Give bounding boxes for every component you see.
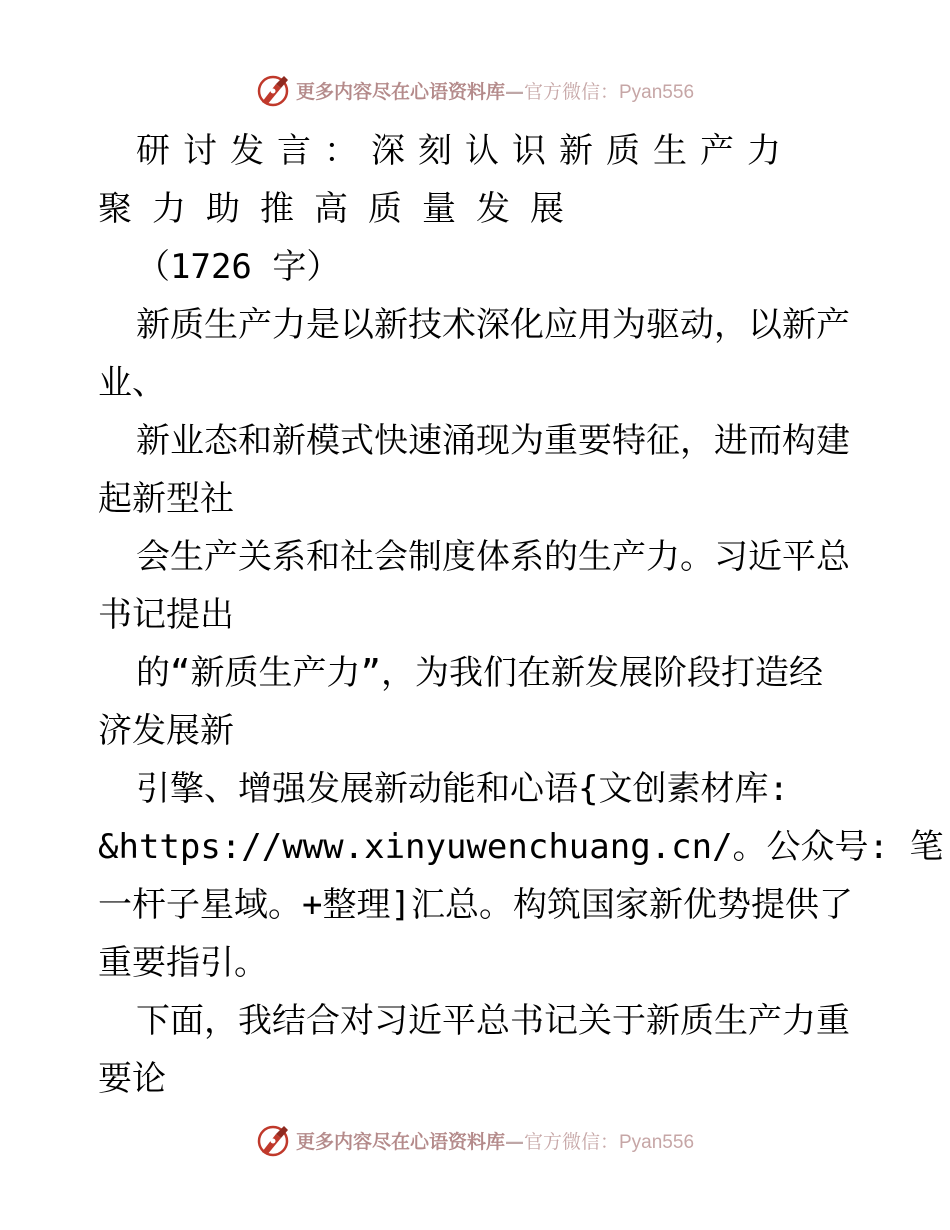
paragraph-line: 下面，我结合对习近平总书记关于新质生产力重 — [136, 1001, 850, 1041]
banner-title: 更多内容尽在心语资料库 — [295, 80, 505, 103]
paragraph-line: 新质生产力是以新技术深化应用为驱动，以新产 — [136, 305, 850, 345]
pen-logo-icon — [256, 72, 292, 108]
paragraph-line: 业、 — [98, 363, 166, 403]
banner-dash: — — [505, 80, 524, 103]
footer-banner — [0, 1120, 950, 1160]
paragraph-line: 新业态和新模式快速涌现为重要特征，进而构建 — [136, 421, 850, 461]
paragraph-line: 的“新质生产力”，为我们在新发展阶段打造经 — [136, 653, 823, 693]
paragraph-line: 起新型社 — [98, 479, 234, 519]
pen-logo-icon — [256, 1122, 292, 1158]
paragraph-line: 会生产关系和社会制度体系的生产力。习近平总 — [136, 537, 850, 577]
paragraph-line: 要论 — [98, 1059, 166, 1099]
paragraph-line: 济发展新 — [98, 711, 234, 751]
banner-contact: 官方微信：Pyan556 — [524, 1131, 695, 1153]
banner-title: 更多内容尽在心语资料库 — [295, 1130, 505, 1153]
word-count: （1726 字） — [136, 247, 341, 287]
document-title-line-2: 聚力助推高质量发展 — [98, 189, 584, 229]
paragraph-line: 一杆子星域。+整理]汇总。构筑国家新优势提供了 — [98, 885, 853, 925]
header-banner — [0, 70, 950, 110]
paragraph-line: 书记提出 — [98, 595, 234, 635]
document-title-line-1: 研讨发言：深刻认识新质生产力 — [136, 131, 794, 171]
paragraph-line: &https://www.xinyuwenchuang.cn/。公众号: 笔 — [98, 827, 944, 867]
paragraph-line: 引擎、增强发展新动能和心语{文创素材库: — [136, 769, 789, 809]
banner-contact: 官方微信：Pyan556 — [524, 81, 695, 103]
document-body — [98, 122, 944, 1108]
paragraph-line: 重要指引。 — [98, 943, 268, 983]
banner-dash: — — [505, 1130, 524, 1153]
